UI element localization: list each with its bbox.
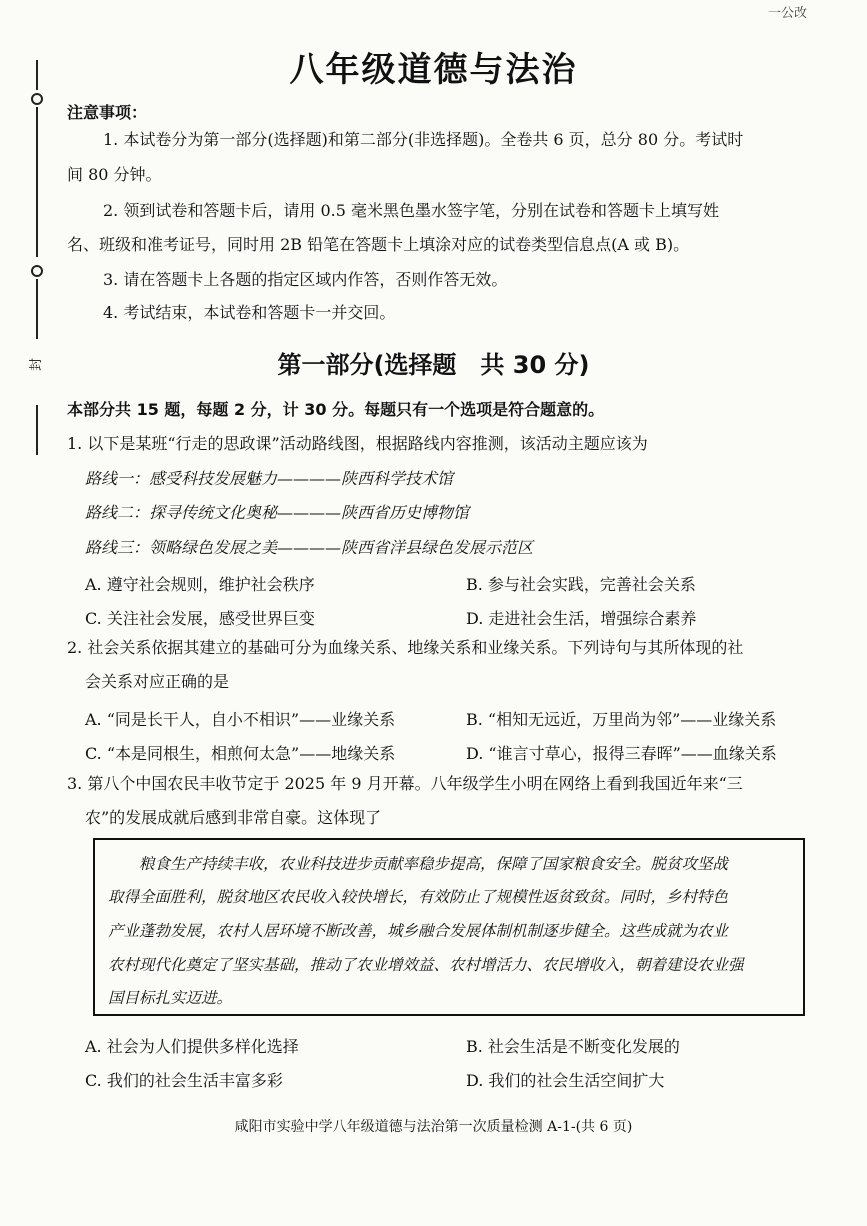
notice-line: 1. 本试卷分为第一部分(选择题)和第二部分(非选择题)。全卷共 6 页，总分 80 分。考试时	[103, 130, 744, 149]
q3-material-line: 农村现代化奠定了坚实基础，推动了农业增效益、农村增活力、农民增收入，朝着建设农业强	[108, 956, 744, 974]
q3-option-c: C. 我们的社会生活丰富多彩	[85, 1071, 283, 1090]
question-1-stem: 1. 以下是某班“行走的思政课”活动路线图，根据路线内容推测，该活动主题应该为	[67, 434, 648, 453]
notice-line: 3. 请在答题卡上各题的指定区域内作答，否则作答无效。	[103, 270, 508, 289]
q3-material-line: 产业蓬勃发展，农村人居环境不断改善，城乡融合发展体制机制逐步健全。这些成就为农业	[108, 922, 729, 940]
question-3-stem: 3. 第八个中国农民丰收节定于 2025 年 9 月开幕。八年级学生小明在网络上看到我国近年来“三	[67, 774, 743, 793]
q3-material-line: 国目标扎实迈进。	[108, 989, 233, 1007]
notice-line: 2. 领到试卷和答题卡后，请用 0.5 毫米黑色墨水签字笔，分别在试卷和答题卡上填写姓	[103, 201, 719, 220]
q1-option-a: A. 遵守社会规则，维护社会秩序	[85, 575, 315, 594]
binding-margin	[30, 55, 44, 455]
page-footer: 咸阳市实验中学八年级道德与法治第一次质量检测 A-1-(共 6 页)	[234, 1119, 633, 1135]
notice-line: 4. 考试结束，本试卷和答题卡一并交回。	[103, 303, 396, 322]
binding-hole	[31, 265, 43, 277]
q2-option-d: D. “谁言寸草心，报得三春晖”——血缘关系	[466, 744, 777, 763]
q3-option-a: A. 社会为人们提供多样化选择	[85, 1037, 299, 1056]
q3-material-line: 粮食生产持续丰收，农业科技进步贡献率稳步提高，保障了国家粮食安全。脱贫攻坚战	[108, 855, 729, 873]
q2-option-b: B. “相知无远近，万里尚为邻”——业缘关系	[466, 710, 777, 729]
q1-route: 路线一：感受科技发展魅力————陕西科学技术馆	[85, 469, 454, 488]
section-intro: 本部分共 15 题，每题 2 分，计 30 分。每题只有一个选项是符合题意的。	[67, 400, 605, 419]
section-title: 第一部分(选择题 共 30 分)	[277, 351, 590, 379]
q1-option-c: C. 关注社会发展，感受世界巨变	[85, 609, 315, 628]
question-2-stem: 2. 社会关系依据其建立的基础可分为血缘关系、地缘关系和业缘关系。下列诗句与其所体现的社	[67, 638, 744, 657]
binding-char: 封	[29, 357, 45, 372]
q1-route: 路线三：领略绿色发展之美————陕西省洋县绿色发展示范区	[85, 538, 534, 557]
exam-title: 八年级道德与法治	[289, 50, 578, 90]
q3-material-line: 取得全面胜利，脱贫地区农民收入较快增长，有效防止了规模性返贫致贫。同时，乡村特色	[108, 888, 729, 906]
binding-line	[36, 107, 38, 257]
q1-option-b: B. 参与社会实践，完善社会关系	[466, 575, 696, 594]
notice-heading: 注意事项：	[67, 103, 148, 122]
notice-line: 间 80 分钟。	[67, 165, 162, 184]
q1-option-d: D. 走进社会生活，增强综合素养	[466, 609, 697, 628]
q3-option-d: D. 我们的社会生活空间扩大	[466, 1071, 665, 1090]
q3-option-b: B. 社会生活是不断变化发展的	[466, 1037, 680, 1056]
binding-line	[36, 279, 38, 339]
q2-option-a: A. “同是长干人，自小不相识”——业缘关系	[85, 710, 396, 729]
binding-line	[36, 405, 38, 455]
question-3-stem-cont: 农”的发展成就后感到非常自豪。这体现了	[85, 808, 382, 827]
q1-route: 路线二：探寻传统文化奥秘————陕西省历史博物馆	[85, 503, 470, 522]
binding-hole	[31, 93, 43, 105]
corner-mark: 一公改	[767, 6, 807, 21]
notice-line: 名、班级和准考证号，同时用 2B 铅笔在答题卡上填涂对应的试卷类型信息点(A 或 B)。	[67, 235, 690, 254]
q3-material-box	[93, 838, 805, 1016]
q2-option-c: C. “本是同根生，相煎何太急”——地缘关系	[85, 744, 396, 763]
question-2-stem-cont: 会关系对应正确的是	[85, 672, 230, 691]
